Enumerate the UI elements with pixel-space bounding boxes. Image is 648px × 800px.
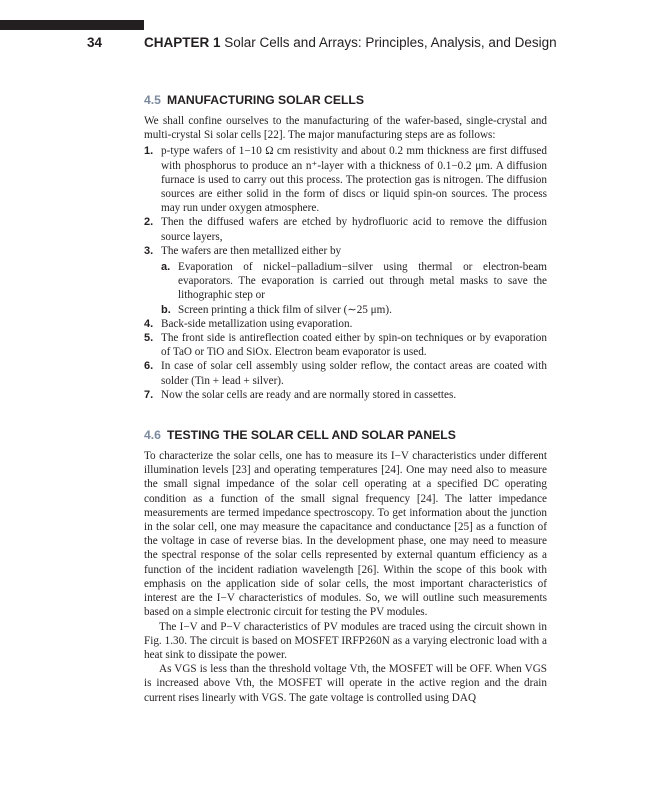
list-item <box>144 215 547 243</box>
sub-list-text: Screen printing a thick film of silver (∼25 μm). <box>178 303 392 316</box>
section-number: 4.6 <box>144 428 161 443</box>
sub-list-letter: b. <box>161 303 171 316</box>
sub-list-item <box>161 303 547 317</box>
metallization-sublist <box>161 260 547 317</box>
list-number: 4. <box>144 317 154 330</box>
list-number: 7. <box>144 388 154 401</box>
section-title: MANUFACTURING SOLAR CELLS <box>166 93 364 107</box>
list-text: In case of solar cell assembly using solder reflow, the contact areas are coated with solder (Tin + lead + silver). <box>161 360 547 387</box>
list-item <box>144 388 547 402</box>
paragraph: To characterize the solar cells, one has to measure its I−V characteristics under different illumination levels [23] and operating temperatures [24]. One may need also to measure the small signal impedance of the solar cell operating at a specified DC operating condition as a function of the small signal frequency [24]. The latter impedance measurements are termed impedance spectroscopy. To get information about the junction in the solar cell, one may measure the capacitance and conductance [25] as a function of the voltage in case of reverse bias. In the development phase, one may need to measure the spectral response of the solar cells represented by external quantum efficiency as a function of the incident radiation wavelength [26]. Within the scope of this book with emphasis on the application side of solar cells, the most important characteristics of interest are the I−V characteristics of modules. So, we will outline such measurements based on a simple electronic circuit for testing the PV modules. <box>144 450 547 619</box>
sub-list-text: Evaporation of nickel−palladium−silver using thermal or electron-beam evaporators. The evaporation is carried out through metal masks to save the lithographic step or <box>178 261 547 302</box>
list-number: 6. <box>144 360 154 373</box>
manufacturing-steps-list <box>144 144 547 402</box>
list-text: Then the diffused wafers are etched by hydrofluoric acid to remove the diffusion source layers, <box>161 216 547 243</box>
list-text: Back-side metallization using evaporation. <box>161 317 353 330</box>
section-title: TESTING THE SOLAR CELL AND SOLAR PANELS <box>166 428 456 443</box>
sub-list-item <box>161 260 547 303</box>
paragraph: As VGS is less than the threshold voltage Vth, the MOSFET will be OFF. When VGS is increased above Vth, the MOSFET will operate in the active region and the drain current rises linearly with VGS. The gate voltage is controlled using DAQ <box>144 663 547 704</box>
sub-list-letter: a. <box>161 261 171 274</box>
list-item <box>144 244 547 317</box>
top-rule-bar <box>0 20 144 30</box>
list-text: The front side is antireflection coated either by spin-on techniques or by evaporation of TaO or TiO and SiOx. Electron beam evaporator is used. <box>161 332 547 359</box>
page-body <box>144 93 547 705</box>
list-item <box>144 359 547 387</box>
list-item <box>144 331 547 359</box>
list-number: 5. <box>144 332 154 345</box>
chapter-heading <box>144 35 557 50</box>
running-header <box>0 35 648 55</box>
page-number: 34 <box>86 35 102 50</box>
list-number: 2. <box>144 216 154 229</box>
section-heading-4-5 <box>144 93 547 109</box>
list-item <box>144 144 547 215</box>
list-number: 3. <box>144 244 154 257</box>
list-text: p-type wafers of 1−10 Ω cm resistivity and about 0.2 mm thickness are first diffused with phosphorus to produce an n⁺-layer with a thickness of 0.1−0.2 μm. A diffusion furnace is used to carry out this process. The protection gas is nitrogen. The diffusion sources are either solid in the form of discs or liquid spin-on sources. The process may run under oxygen atmosphere. <box>161 145 547 215</box>
list-item <box>144 317 547 331</box>
list-text: The wafers are then metallized either by <box>161 244 342 257</box>
section-heading-4-6 <box>144 428 547 444</box>
list-number: 1. <box>144 145 154 158</box>
chapter-title: Solar Cells and Arrays: Principles, Analysis, and Design <box>224 35 557 50</box>
paragraph: The I−V and P−V characteristics of PV modules are traced using the circuit shown in Fig. 1.30. The circuit is based on MOSFET IRFP260N as a varying electronic load with a heat sink to dissipate the power. <box>144 620 547 661</box>
section-intro: We shall confine ourselves to the manufacturing of the wafer-based, single-crystal and multi-crystal Si solar cells [22]. The major manufacturing steps are as follows: <box>144 115 547 142</box>
list-text: Now the solar cells are ready and are normally stored in cassettes. <box>161 388 457 401</box>
section-number: 4.5 <box>144 93 161 107</box>
chapter-label: CHAPTER 1 <box>144 35 221 50</box>
section-gap <box>144 402 547 428</box>
